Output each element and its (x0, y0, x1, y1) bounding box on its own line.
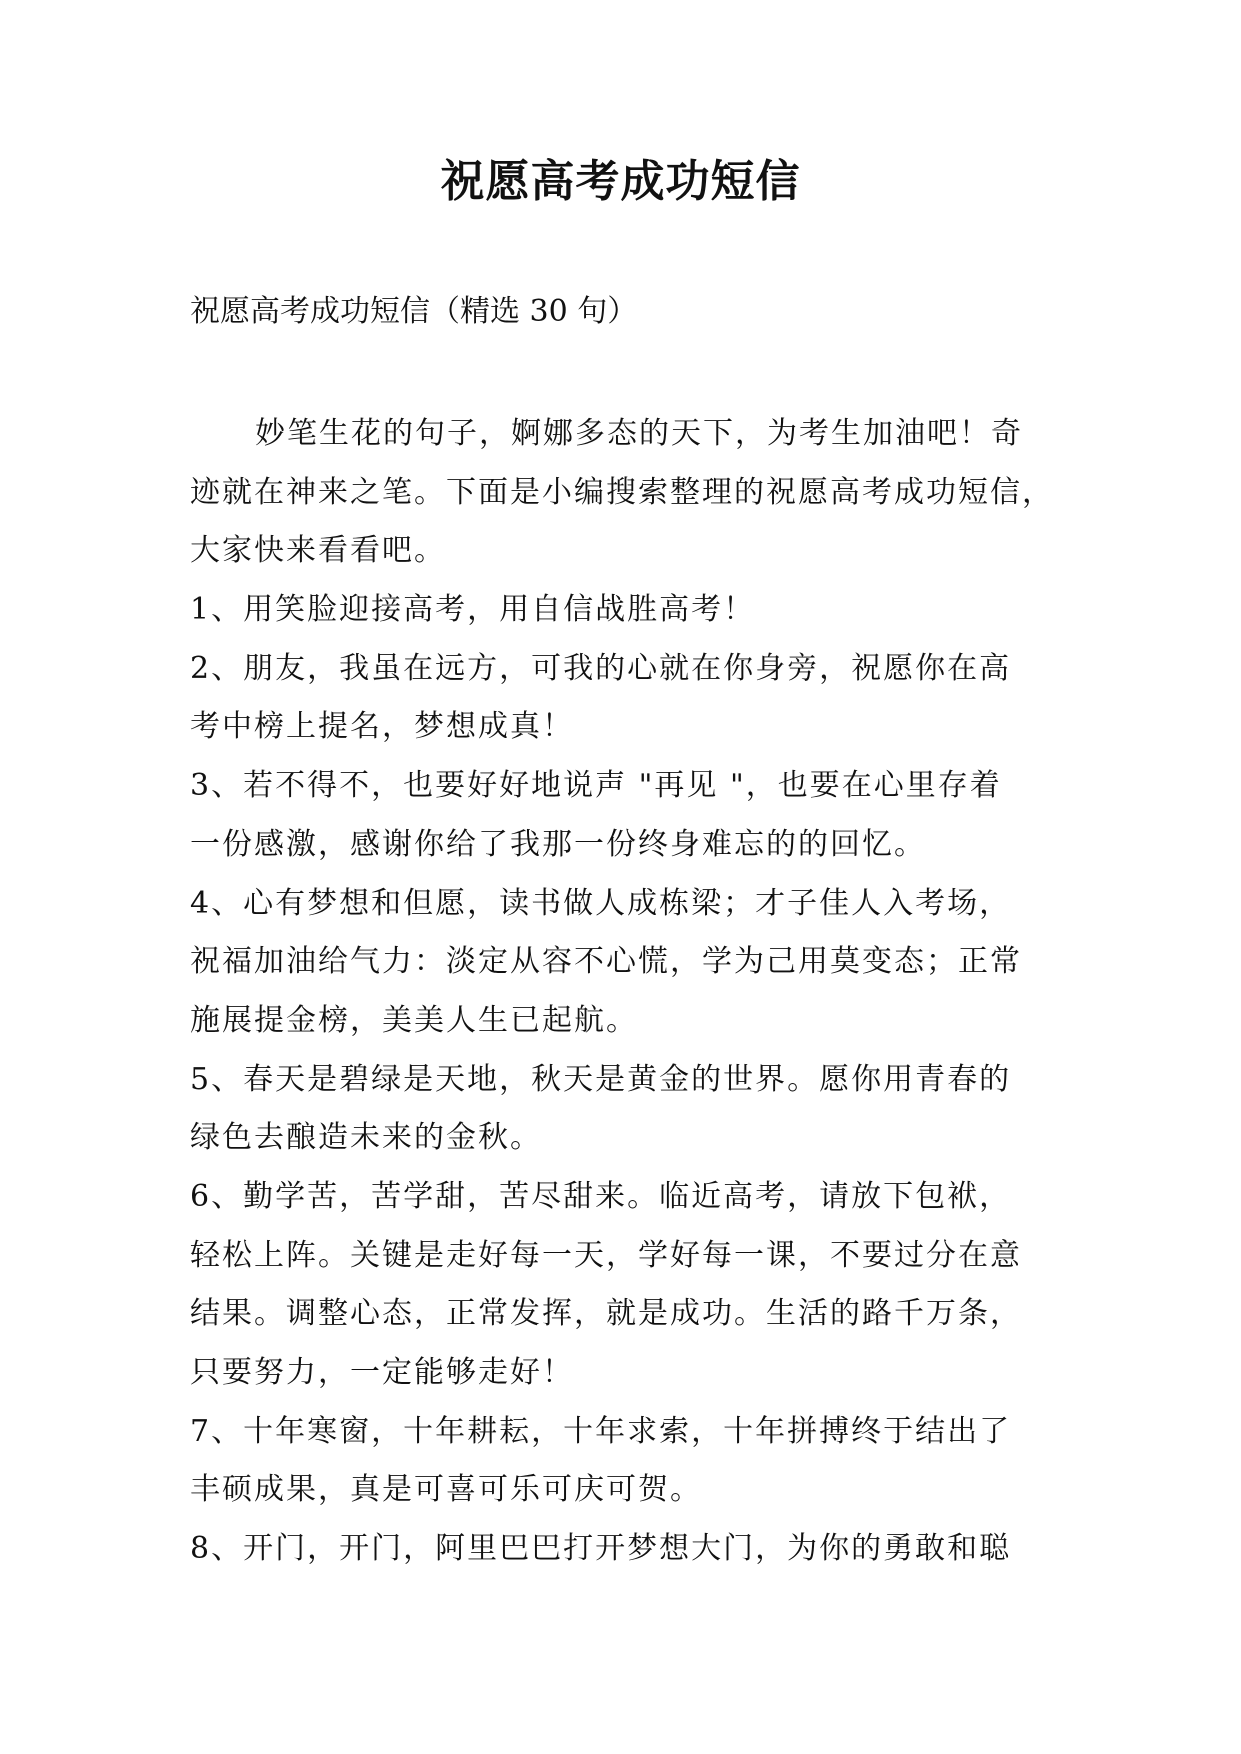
document-body (190, 405, 1060, 1579)
body-line: 3、若不得不，也要好好地说声 "再见 "，也要在心里存着 (190, 768, 1002, 804)
body-line: 迹就在神来之笔。下面是小编搜索整理的祝愿高考成功短信， (190, 474, 1054, 510)
body-line: 8、开门，开门，阿里巴巴打开梦想大门，为你的勇敢和聪 (190, 1531, 1012, 1567)
body-line: 4、心有梦想和但愿，读书做人成栋梁；才子佳人入考场， (190, 885, 1012, 921)
body-line: 结果。调整心态，正常发挥，就是成功。生活的路千万条， (190, 1296, 1022, 1332)
body-line: 大家快来看看吧。 (190, 533, 446, 569)
body-line: 只要努力，一定能够走好！ (190, 1355, 574, 1390)
body-line: 5、春天是碧绿是天地，秋天是黄金的世界。愿你用青春的 (190, 1061, 1012, 1097)
body-line: 轻松上阵。关键是走好每一天，学好每一课，不要过分在意 (190, 1237, 1022, 1273)
body-line: 妙笔生花的句子，婀娜多态的天下，为考生加油吧！奇 (255, 416, 1023, 451)
body-line: 7、十年寒窗，十年耕耘，十年求索，十年拼搏终于结出了 (190, 1413, 1012, 1449)
body-line: 2、朋友，我虽在远方，可我的心就在你身旁，祝愿你在高 (190, 650, 1012, 686)
body-line: 6、勤学苦，苦学甜，苦尽甜来。临近高考，请放下包袱， (190, 1178, 1012, 1214)
document-title: 祝愿高考成功短信 (440, 156, 801, 207)
body-line: 绿色去酿造未来的金秋。 (190, 1120, 542, 1156)
document-subtitle: 祝愿高考成功短信（精选 30 句） (190, 294, 638, 329)
body-line: 考中榜上提名，梦想成真！ (190, 709, 574, 745)
body-line: 施展提金榜，美美人生已起航。 (190, 1002, 638, 1038)
body-line: 1、用笑脸迎接高考，用自信战胜高考！ (190, 592, 756, 628)
body-line: 丰硕成果，真是可喜可乐可庆可贺。 (190, 1472, 702, 1508)
body-line: 一份感激，感谢你给了我那一份终身难忘的的回忆。 (190, 826, 926, 862)
body-line: 祝福加油给气力：淡定从容不心慌，学为己用莫变态；正常 (190, 944, 1022, 980)
